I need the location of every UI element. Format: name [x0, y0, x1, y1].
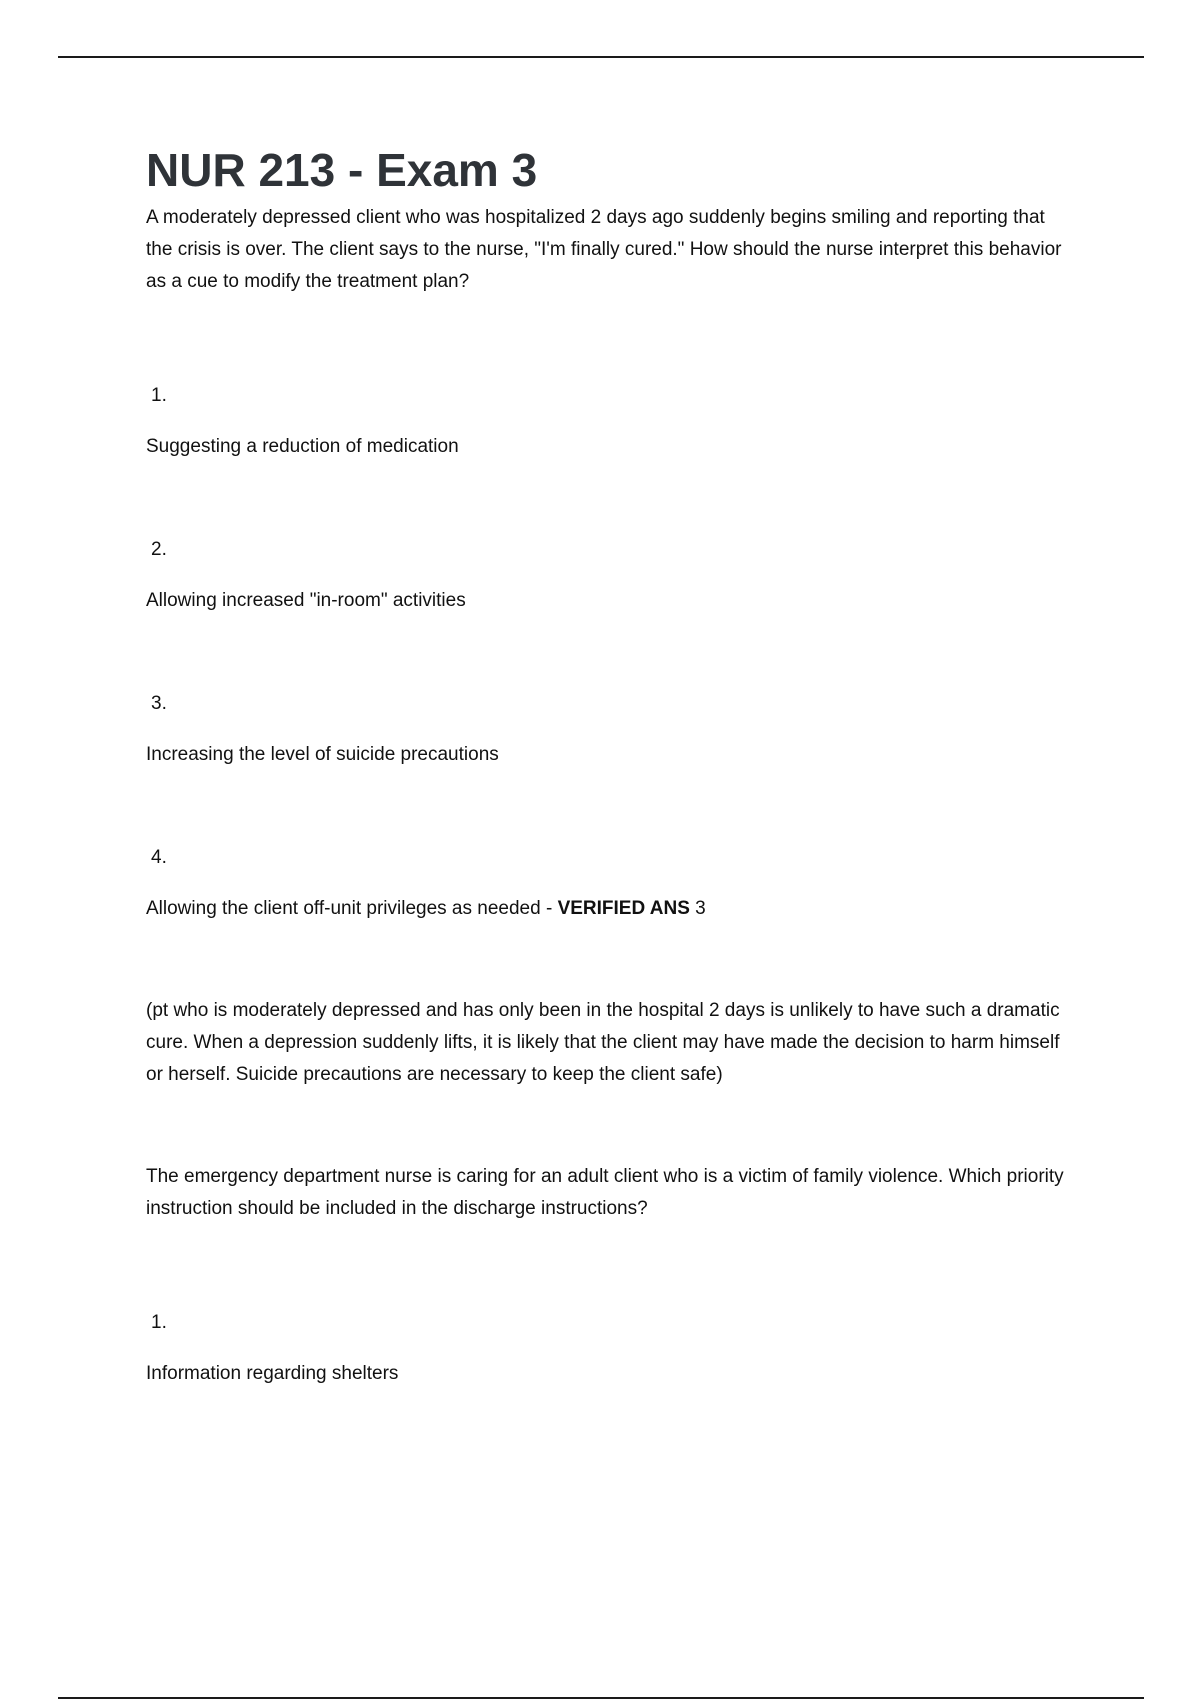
question-1-option-4-text: Allowing the client off-unit privileges as needed -: [146, 898, 558, 919]
question-1-option-2-number: 2.: [151, 539, 167, 560]
question-1-option-1-number: 1.: [151, 385, 167, 406]
bottom-rule: [58, 1697, 1144, 1699]
top-rule: [58, 56, 1144, 58]
question-1-rationale: (pt who is moderately depressed and has only been in the hospital 2 days is unlikely to have such a dramatic cure. When a depression suddenly lifts, it is likely that the client may have made the decision to harm himself or herself. Suicide precautions are necessary to keep the client safe): [146, 1000, 1060, 1085]
question-2-option-1-text: Information regarding shelters: [146, 1363, 399, 1384]
question-1-option-4-line: [146, 893, 1076, 925]
question-1-option-4-number: 4.: [151, 847, 167, 868]
page-title: NUR 213 - Exam 3: [146, 144, 538, 196]
question-2-text: The emergency department nurse is caring for an adult client who is a victim of family violence. Which priority instruction should be included in the discharge instructions?: [146, 1166, 1064, 1219]
question-2-option-1-number: 1.: [151, 1312, 167, 1333]
question-1-option-1-text: Suggesting a reduction of medication: [146, 436, 459, 457]
question-1-option-3-text: Increasing the level of suicide precautions: [146, 744, 499, 765]
document-body: [146, 140, 1076, 1390]
verified-answer-value: 3: [689, 898, 706, 919]
question-1-text: A moderately depressed client who was hospitalized 2 days ago suddenly begins smiling and reporting that the crisis is over. The client says to the nurse, "I'm finally cured." How should the nurse interpret this behavior as a cue to modify the treatment plan?: [146, 207, 1062, 292]
question-1-option-3-number: 3.: [151, 693, 167, 714]
verified-answer-label: VERIFIED ANS: [557, 898, 690, 919]
question-1-option-2-text: Allowing increased "in-room" activities: [146, 590, 466, 611]
